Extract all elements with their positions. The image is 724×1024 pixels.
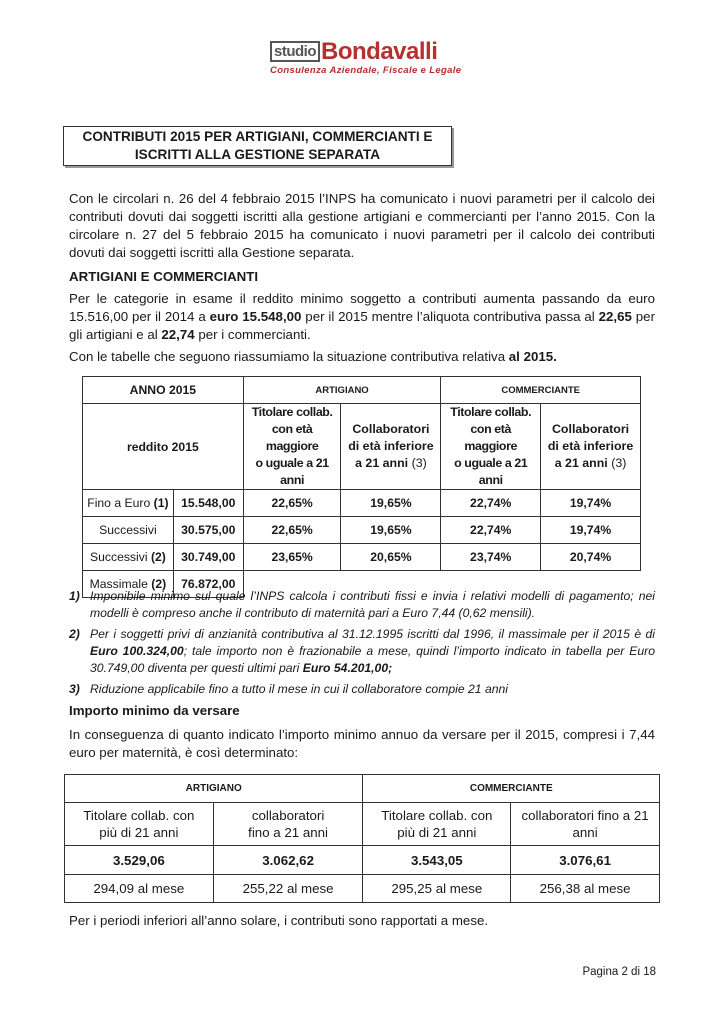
contribution-rates-table <box>82 376 641 598</box>
rate-cell: 19,74% <box>541 490 641 517</box>
logo-studio: studio <box>270 41 320 62</box>
row-label: Successivi <box>83 517 174 544</box>
rate-cell: 22,74% <box>441 490 541 517</box>
artigiano-header: ARTIGIANO <box>65 775 363 803</box>
year-header: ANNO 2015 <box>83 377 244 404</box>
row-label: Fino a Euro (1) <box>83 490 174 517</box>
rate-cell: 19,74% <box>541 517 641 544</box>
table-row <box>65 875 660 903</box>
rate-cell: 23,74% <box>441 544 541 571</box>
col-collaboratori: Collaboratori di età inferiore a 21 anni (3) <box>341 404 441 490</box>
reddito-header: reddito 2015 <box>83 404 244 490</box>
row-amount: 76.872,00 <box>173 571 243 598</box>
document-title: CONTRIBUTI 2015 PER ARTIGIANI, COMMERCIANTI E ISCRITTI ALLA GESTIONE SEPARATA <box>63 126 452 166</box>
row-amount: 30.575,00 <box>173 517 243 544</box>
section-heading: ARTIGIANI E COMMERCIANTI <box>69 269 259 284</box>
section-paragraph: Per le categorie in esame il reddito minimo soggetto a contributi aumenta passando da euro 15.516,00 per il 2014 a euro 15.548,00 per il 2015 mentre l’aliquota contributiva passa al 22,65 per gli artigiani e al 22,74 per i commercianti. <box>69 291 656 342</box>
closing-paragraph: Per i periodi inferiori all’anno solare, i contributi sono rapportati a mese. <box>69 913 489 928</box>
annual-amount: 3.529,06 <box>65 846 214 875</box>
section-paragraph: In conseguenza di quanto indicato l’importo minimo annuo da versare per il 2015, compresi i 7,44 euro per maternità, è così determinato: <box>69 727 655 760</box>
monthly-amount: 295,25 al mese <box>363 875 511 903</box>
rate-cell: 23,65% <box>243 544 341 571</box>
commerciante-header: COMMERCIANTE <box>363 775 660 803</box>
column-header: collaboratori fino a 21 anni <box>213 803 363 846</box>
rate-cell: 20,65% <box>341 544 441 571</box>
footnote: 2) Per i soggetti privi di anzianità contributiva al 31.12.1995 iscritti dal 1996, il massimale per il 2015 è di Euro 100.324,00; tale importo non è frazionabile a mese, quindi l’importo indicato in tabella per Euro 30.749,00 diventa per questi ultimi pari Euro 54.201,00; <box>69 627 655 675</box>
tables-intro: Con le tabelle che seguono riassumiamo la situazione contributiva relativa al 2015. <box>69 349 557 364</box>
section-importo-minimo <box>69 702 655 762</box>
monthly-amount: 255,22 al mese <box>213 875 363 903</box>
footnotes <box>69 588 655 702</box>
rate-cell: 22,65% <box>243 490 341 517</box>
footnote: 1) Imponibile minimo sul quale l’INPS calcola i contributi fissi e invia i relativi modelli di pagamento; nei modelli è compreso anche il contributo di maternità pari a Euro 7,44 (0,62 mensili). <box>69 589 655 620</box>
col-titolare: Titolare collab. con età maggiore o uguale a 21 anni <box>243 404 341 490</box>
section-heading: Importo minimo da versare <box>69 703 240 718</box>
column-header: Titolare collab. con più di 21 anni <box>65 803 214 846</box>
rate-cell: 19,65% <box>341 490 441 517</box>
monthly-amount: 294,09 al mese <box>65 875 214 903</box>
commerciante-header: COMMERCIANTE <box>441 377 641 404</box>
row-label: Massimale (2) <box>83 571 174 598</box>
intro-paragraph: Con le circolari n. 26 del 4 febbraio 2015 l’INPS ha comunicato i nuovi parametri per il calcolo dei contributi dovuti dai soggetti iscritti alla gestione artigiani e commercianti per l’anno 2015. Con la circolare n. 27 del 5 febbraio 2015 ha comunicato i nuovi parametri per il calcolo dei contributi dovuti dai soggetti iscritti alla Gestione separata. <box>69 191 655 260</box>
rate-cell: 22,65% <box>243 517 341 544</box>
artigiano-header: ARTIGIANO <box>243 377 441 404</box>
intro-section <box>69 190 655 262</box>
monthly-amount: 256,38 al mese <box>511 875 660 903</box>
rate-cell: 19,65% <box>341 517 441 544</box>
page-number: Pagina 2 di 18 <box>582 966 656 978</box>
row-label: Successivi (2) <box>83 544 174 571</box>
col-collaboratori: Collaboratori di età inferiore a 21 anni (3) <box>541 404 641 490</box>
annual-amount: 3.076,61 <box>511 846 660 875</box>
table-row <box>65 846 660 875</box>
col-titolare: Titolare collab. con età maggiore o uguale a 21 anni <box>441 404 541 490</box>
logo <box>270 40 460 76</box>
annual-amount: 3.543,05 <box>363 846 511 875</box>
column-header: Titolare collab. con più di 21 anni <box>363 803 511 846</box>
table-row <box>83 490 641 517</box>
table-row <box>83 517 641 544</box>
table-row <box>83 544 641 571</box>
annual-amount: 3.062,62 <box>213 846 363 875</box>
section-artigiani <box>69 268 655 366</box>
row-amount: 15.548,00 <box>173 490 243 517</box>
closing-section <box>69 912 655 930</box>
footnote: 3) Riduzione applicabile fino a tutto il mese in cui il collaboratore compie 21 anni <box>69 682 508 696</box>
column-header: collaboratori fino a 21 anni <box>511 803 660 846</box>
rate-cell: 20,74% <box>541 544 641 571</box>
rate-cell: 22,74% <box>441 517 541 544</box>
logo-brand: Bondavalli <box>321 38 438 65</box>
minimum-amount-table <box>64 774 660 903</box>
row-amount: 30.749,00 <box>173 544 243 571</box>
logo-tagline: Consulenza Aziendale, Fiscale e Legale <box>270 65 462 76</box>
